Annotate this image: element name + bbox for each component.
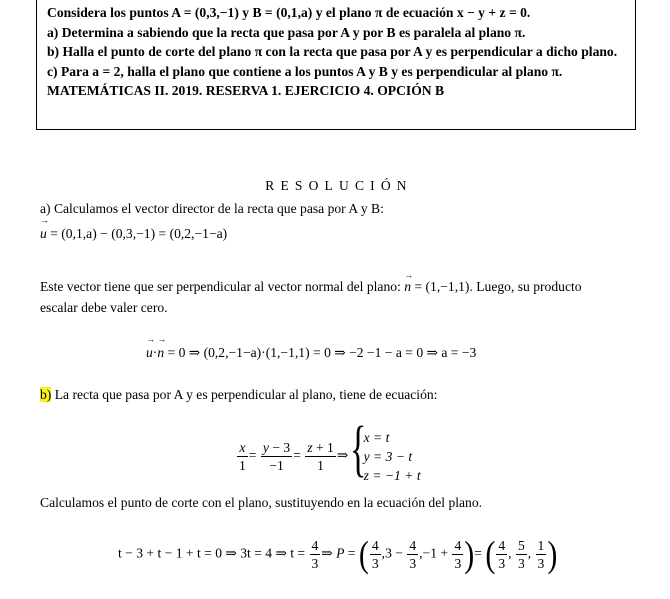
frac-result-y: $\frac{5}{3}$ [517,538,525,571]
part-a-equation-1 [40,226,227,242]
vector-n-symbol: → n [404,276,411,297]
part-b-text [40,384,437,405]
parametric-system: { x = t y = 3 − t z = −1 + t [349,415,421,483]
problem-source: MATEMÁTICAS II. 2019. RESERVA 1. EJERCICIO 4. OPCIÓN B [47,83,445,98]
frac-t: $\frac{4}{3}$ [311,538,319,571]
system-row-y: y = 3 − t [363,449,413,464]
vector-n-symbol-2: → n [157,345,164,361]
part-a-text-2-end: = (1,−1,1). Luego, su producto [414,279,582,294]
part-a-equation-2-body: = 0 ⇒ (0,2,−1−a)·(1,−1,1) = 0 ⇒ −2 −1 − a = 0 ⇒ a = −3 [167,345,477,360]
problem-intro: Considera los puntos A = (0,3,−1) y B = (0,1,a) y el plano π de ecuación x − y + z = 0. [47,5,531,20]
problem-part-b: b) Halla el punto de corte del plano π con la recta que pasa por A y es perpendicular a dicho plano. [47,44,618,59]
frac-y: $\frac{y - 3}{-1}$ [262,440,291,473]
problem-part-a: a) Determina a sabiendo que la recta que pasa por A y por B es paralela al plano π. [47,24,526,40]
part-a-equation-1-body: = (0,1,a) − (0,3,−1) = (0,2,−1−a) [50,226,228,241]
part-a-text: a) Calculamos el vector director de la recta que pasa por A y B: [40,201,384,216]
part-b-intersection-equation: t − 3 + t − 1 + t = 0 ⇒ 3t = 4 ⇒ t = $\frac{4}{3}$ ⇒ P = ( $\frac{4}{3}$ ,3 − $\frac{4}{3}$ ,−1 + $\frac{4}{3}$ )= ( $\frac{4}{3}$ , $\frac{5}{3}$ , $\frac{1}{3}$ ) [118,533,558,575]
part-b-text-body: La recta que pasa por A y es perpendicular al plano, tiene de ecuación: [54,387,438,402]
vector-u-symbol-2: → u [146,345,153,361]
intersection-prefix: t − 3 + t − 1 + t = 0 ⇒ 3t = 4 ⇒ t = [118,545,306,561]
frac-x: $\frac{x}{1}$ [239,440,246,473]
system-row-x: x = t [363,430,390,445]
part-a-text-2 [40,276,640,318]
frac-result-x: $\frac{4}{3}$ [498,538,506,571]
part-b-text-2: Calculamos el punto de corte con el plano, sustituyendo en la ecuación del plano. [40,495,483,510]
vector-u-symbol: → u [40,226,47,242]
frac-py: $\frac{4}{3}$ [409,538,417,571]
part-a-text-2-start: Este vector tiene que ser perpendicular al vector normal del plano: [40,279,401,294]
part-a-equation-2: → u·→ n = 0 ⇒ (0,2,−1−a)·(1,−1,1) = 0 ⇒ −2 −1 − a = 0 ⇒ a = −3 [146,345,476,361]
part-a-text-2-line2: escalar debe valer cero. [40,300,168,315]
part-b-line-equation: $\frac{x}{1}$ = $\frac{y - 3}{-1}$ = $\frac{z + 1}{1}$ ⇒ { x = t y = 3 − t z = −1 + t [239,415,421,483]
problem-statement [36,0,636,130]
frac-px: $\frac{4}{3}$ [371,538,379,571]
system-row-z: z = −1 + t [363,468,421,483]
frac-z: $\frac{z + 1}{1}$ [307,440,334,473]
problem-part-c: c) Para a = 2, halla el plano que contiene a los puntos A y B y es perpendicular al plano π. [47,63,563,79]
frac-pz: $\frac{4}{3}$ [454,538,462,571]
resolution-heading: RESOLUCIÓN [265,178,413,193]
frac-result-z: $\frac{1}{3}$ [537,538,545,571]
part-b-label-highlight: b) [40,387,52,402]
